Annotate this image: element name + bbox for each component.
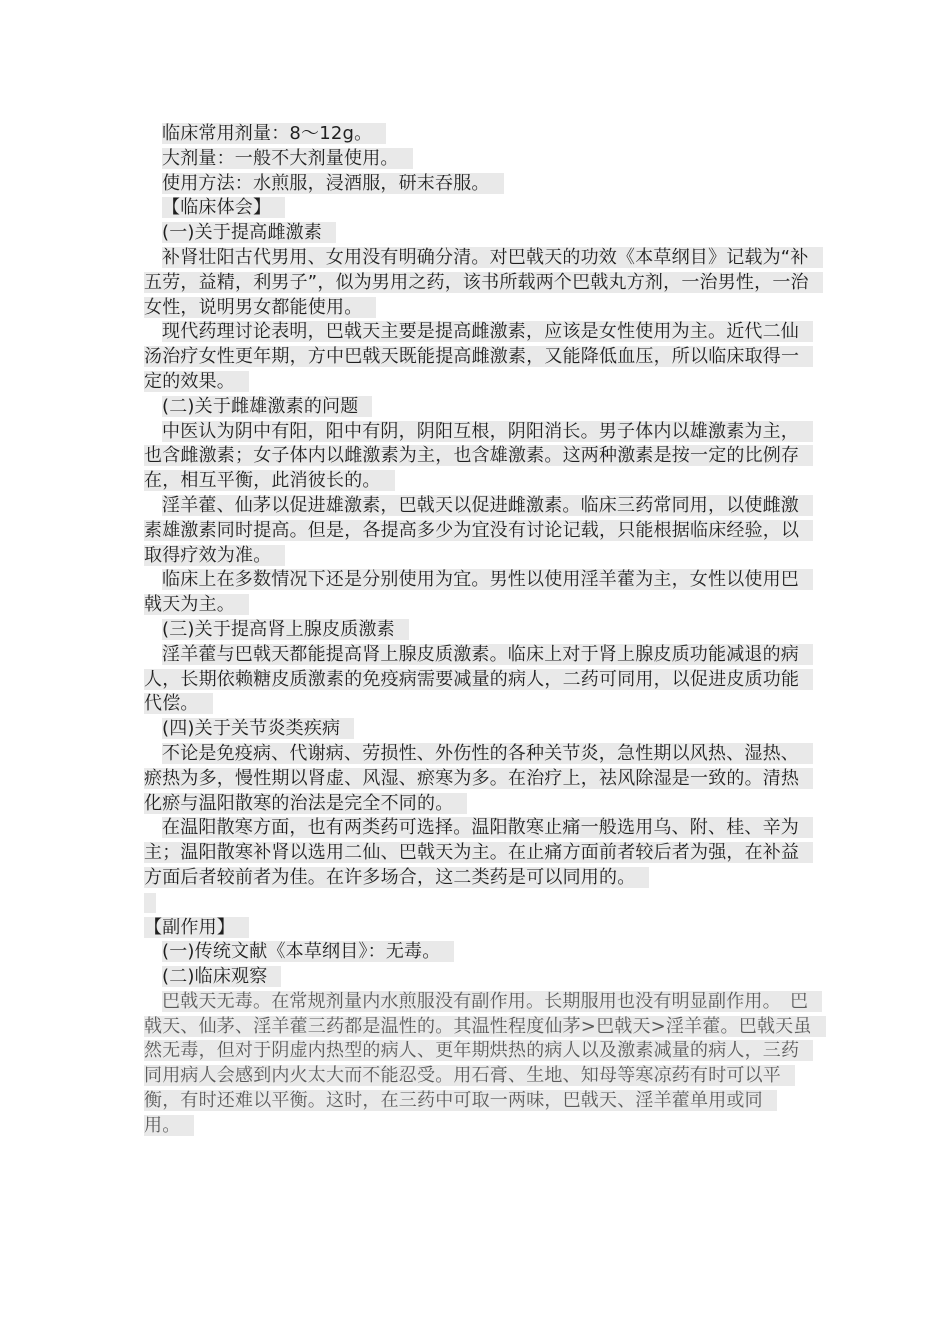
section-4-title: (四)关于关节炎类疾病 <box>144 717 812 742</box>
section-4-paragraph-2: 在温阳散寒方面，也有两类药可选择。温阳散寒止痛一般选用乌、附、桂、辛为主；温阳散寒补肾以选用二仙、巴戟天为主。在止痛方面前者较后者为强，在补益方面后者较前者为佳。在许多场合，这二类药是可以同用的。 <box>144 816 812 890</box>
usage-method: 使用方法：水煎服，浸酒服，研末吞服。 <box>144 172 812 197</box>
section-4-paragraph-1: 不论是免疫病、代谢病、劳损性、外伤性的各种关节炎，急性期以风热、湿热、瘀热为多，慢性期以肾虚、风湿、瘀寒为多。在治疗上，祛风除湿是一致的。清热化瘀与温阳散寒的治法是完全不同的。 <box>144 742 812 816</box>
section-2-paragraph-2: 淫羊藿、仙茅以促进雄激素，巴戟天以促进雌激素。临床三药常同用，以使雌激素雄激素同时提高。但是，各提高多少为宜没有讨论记载，只能根据临床经验，以取得疗效为准。 <box>144 494 812 568</box>
highlight-block <box>144 893 156 913</box>
section-1-paragraph-1: 补肾壮阳古代男用、女用没有明确分清。对巴戟天的功效《本草纲目》记载为“补五劳，益精，利男子”，似为男用之药，该书所载两个巴戟丸方剂，一治男性，一治女性，说明男女都能使用。 <box>144 246 812 320</box>
section-3-paragraph-1: 淫羊藿与巴戟天都能提高肾上腺皮质激素。临床上对于肾上腺皮质功能减退的病人，长期依赖糖皮质激素的免疫病需要减量的病人，二药可同用，以促进皮质功能代偿。 <box>144 643 812 717</box>
section-1-paragraph-2: 现代药理讨论表明，巴戟天主要是提高雌激素，应该是女性使用为主。近代二仙汤治疗女性更年期，方中巴戟天既能提高雌激素，又能降低血压，所以临床取得一定的效果。 <box>144 320 812 394</box>
section-3-title: (三)关于提高肾上腺皮质激素 <box>144 618 812 643</box>
section-2-paragraph-3: 临床上在多数情况下还是分别使用为宜。男性以使用淫羊藿为主，女性以使用巴戟天为主。 <box>144 568 812 618</box>
usage-large-dose: 大剂量：一般不大剂量使用。 <box>144 147 812 172</box>
section-1-title: (一)关于提高雌激素 <box>144 221 812 246</box>
document-body <box>144 122 812 1139</box>
side-effects-sub-1: (一)传统文献《本草纲目》：无毒。 <box>144 940 812 965</box>
clinical-heading: 【临床体会】 <box>144 196 812 221</box>
blank-line <box>144 891 812 916</box>
section-2-paragraph-1: 中医认为阴中有阳，阳中有阴，阴阳互根，阴阳消长。男子体内以雄激素为主，也含雌激素；女子体内以雌激素为主，也含雄激素。这两种激素是按一定的比例存在，相互平衡，此消彼长的。 <box>144 420 812 494</box>
usage-dose: 临床常用剂量：8～12g。 <box>144 122 812 147</box>
side-effects-sub-2: (二)临床观察 <box>144 965 812 990</box>
side-effects-paragraph-1: 巴戟天无毒。在常规剂量内水煎服没有副作用。长期服用也没有明显副作用。 巴戟天、仙茅、淫羊藿三药都是温性的。其温性程度仙茅>巴戟天>淫羊藿。巴戟天虽然无毒，但对于阴虚内热型的病人、更年期烘热的病人以及激素减量的病人，三药同用病人会感到内火太大而不能忍受。用石膏、生地、知母等寒凉药有时可以平衡，有时还难以平衡。这时，在三药中可取一两味，巴戟天、淫羊藿单用或同用。 <box>144 990 812 1139</box>
section-2-title: (二)关于雌雄激素的问题 <box>144 395 812 420</box>
side-effects-heading: 【副作用】 <box>144 916 812 941</box>
